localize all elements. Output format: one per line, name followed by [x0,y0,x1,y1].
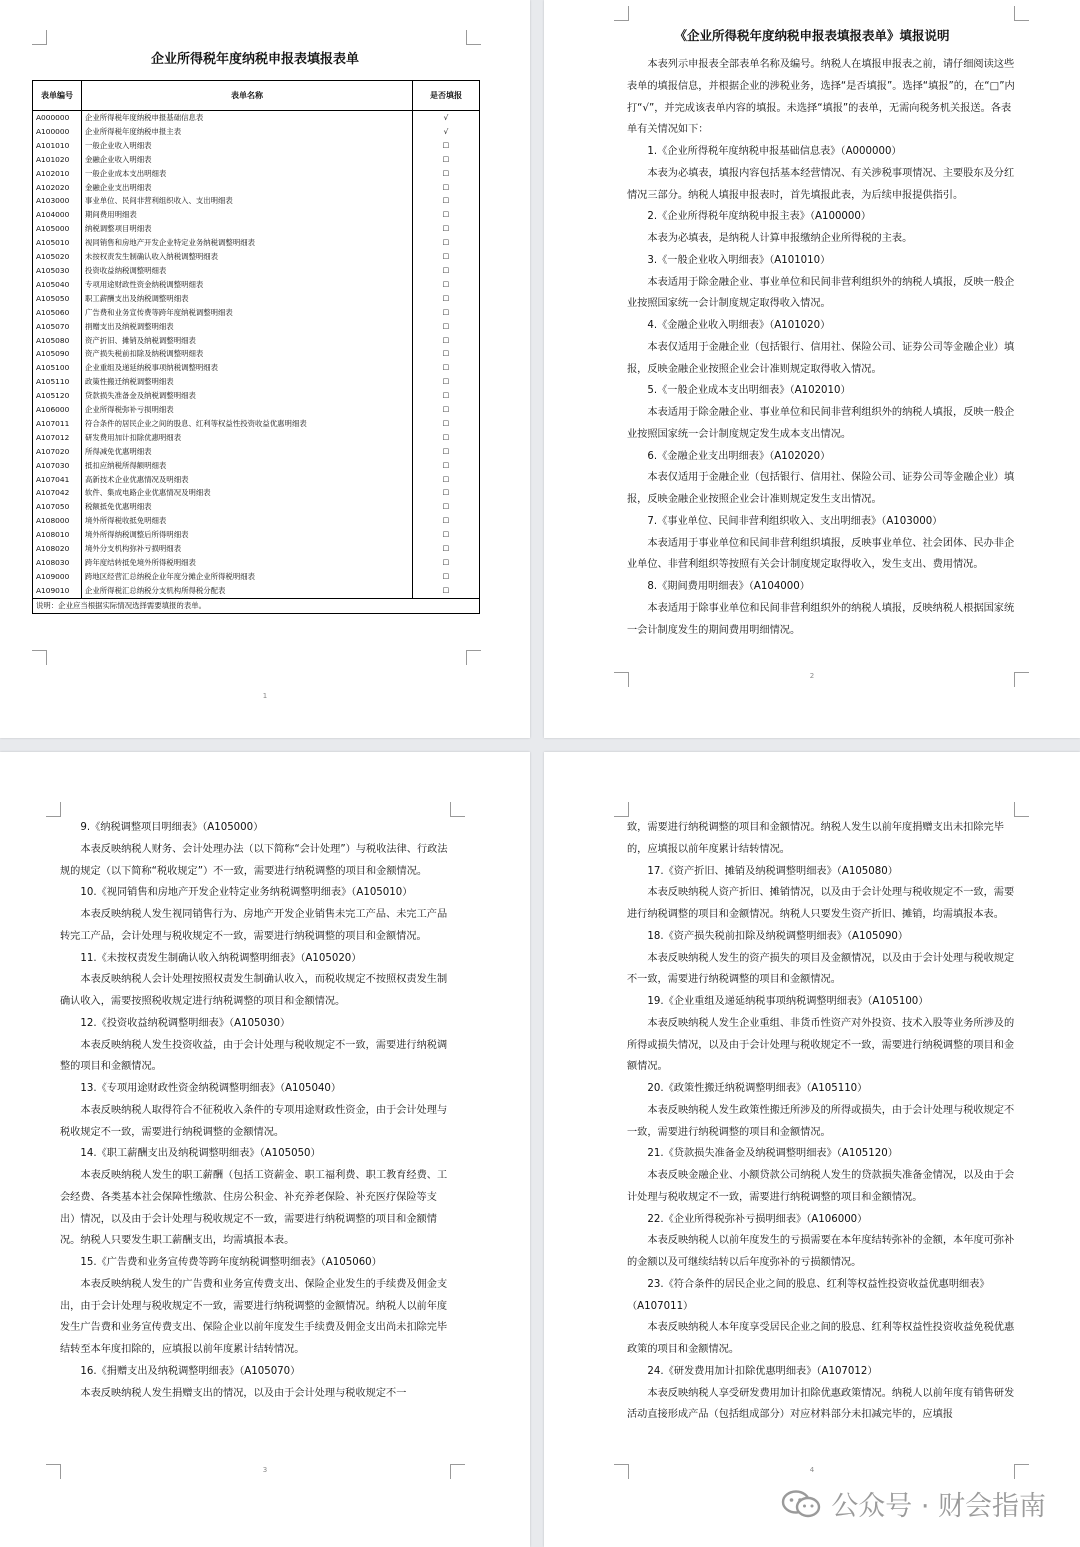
fill-checkbox[interactable]: ☐ [413,473,480,487]
section-heading: 23.《符合条件的居民企业之间的股息、红利等权益性投资收益优惠明细表》 [647,1278,990,1290]
document-page-2 [544,0,1080,738]
form-name: 所得减免优惠明细表 [82,445,413,459]
fill-checkbox[interactable]: ☐ [413,250,480,264]
section-heading: 18.《资产损失税前扣除及纳税调整明细表》（A105090） [647,930,909,942]
fill-checkbox[interactable]: ☐ [413,542,480,556]
form-code: A108010 [33,528,82,542]
table-row [33,208,480,222]
section-heading: 4.《金融企业收入明细表》（A101020） [647,320,831,331]
paragraph: 本表仅适用于金融企业（包括银行、信用社、保险公司、证券公司等金融企业）填报，反映金融企业按照企业会计准则规定发生支出情况。 [627,472,1015,505]
paragraph: 本表适用于除事业单位和民间非营利组织外的纳税人填报，反映纳税人根据国家统一会计制度发生的期间费用明细情况。 [627,602,1015,636]
page-number: 4 [809,1466,815,1474]
paragraph: 本表反映纳税人发生政策性搬迁所涉及的所得或损失，由于会计处理与税收规定不一致，需要进行纳税调整的项目和金额情况。 [627,1104,1015,1138]
fill-checkbox[interactable]: ☐ [413,445,480,459]
form-name: 期间费用明细表 [82,208,413,222]
table-row [33,292,480,306]
form-name: 境外所得纳税调整后所得明细表 [82,528,413,542]
crop-mark [32,650,47,665]
paragraph: 本表反映纳税人发生的资产损失的项目及金额情况，以及由于会计处理与税收规定不一致，需要进行纳税调整的项目和金额情况。 [627,952,1015,986]
paragraph: 本表适用于事业单位和民间非营利组织填报，反映事业单位、社会团体、民办非企业单位、非营利组织等按照有关会计制度规定取得收入，发生支出、费用情况。 [627,537,1015,571]
form-code: A107042 [33,486,82,500]
table-row [33,194,480,208]
paragraph: 本表反映纳税人发生视同销售行为、房地产开发企业销售未完工产品、未完工产品转完工产品，会计处理与税收规定不一致，需要进行纳税调整的项目和金额情况。 [60,909,448,942]
form-name: 企业所得税弥补亏损明细表 [82,403,413,417]
section-heading: 2.《企业所得税年度纳税申报主表》（A100000） [647,211,872,223]
section-heading: 17.《资产折旧、摊销及纳税调整明细表》（A105080） [647,865,898,877]
form-code: A107030 [33,459,82,473]
column-header-code: 表单编号 [33,81,82,111]
table-row [33,486,480,500]
paragraph: 本表反映纳税人发生企业重组、非货币性资产对外投资、技术入股等业务所涉及的所得或损失情况，以及由于会计处理与税收规定不一致，需要进行纳税调整的项目和金额情况。 [627,1017,1015,1073]
fill-checkbox[interactable]: ☐ [413,417,480,431]
form-code: A100000 [33,125,82,139]
paragraph: 本表为必填表，是纳税人计算申报缴纳企业所得税的主表。 [647,233,913,244]
fill-checkbox[interactable]: ☐ [413,292,480,306]
form-name: 一般企业收入明细表 [82,139,413,153]
form-code: A105030 [33,264,82,278]
form-code: A103000 [33,194,82,208]
fill-checkbox[interactable]: ☐ [413,375,480,389]
instructions-body [627,54,1015,641]
form-code: A107012 [33,431,82,445]
form-code: A107011 [33,417,82,431]
fill-checkbox[interactable]: ☐ [413,528,480,542]
fill-checkbox[interactable]: ☐ [413,167,480,181]
form-code: A105080 [33,334,82,348]
table-row [33,500,480,514]
table-row [33,250,480,264]
section-heading: 20.《政策性搬迁纳税调整明细表》（A105110） [647,1083,868,1094]
form-code: A109010 [33,584,82,598]
form-name: 软件、集成电路企业优惠情况及明细表 [82,486,413,500]
table-row [33,320,480,334]
form-code: A105010 [33,236,82,250]
paragraph: 本表列示申报表全部表单名称及编号。纳税人在填报申报表之前，请仔细阅读这些表单的填报信息，并根据企业的涉税业务，选择“是否填报”。选择“填报”的，在“□”内打“√”，并完成该表单内容的填报。未选择“填报”的表单，无需向税务机关报送。各表单有关情况如下： [627,59,1015,136]
column-header-name: 表单名称 [82,81,413,111]
table-row [33,306,480,320]
paragraph: 本表反映纳税人财务、会计处理办法（以下简称“会计处理”）与税收法律、行政法规的规定（以下简称“税收规定”）不一致，需要进行纳税调整的项目和金额情况。 [60,843,448,877]
form-name: 贷款损失准备金及纳税调整明细表 [82,389,413,403]
form-code: A101020 [33,153,82,167]
section-heading: 11.《未按权责发生制确认收入纳税调整明细表》（A105020） [80,952,362,964]
paragraph: 本表适用于除金融企业、事业单位和民间非营利组织外的纳税人填报，反映一般企业按照国家统一会计制度规定发生成本支出情况。 [627,407,1015,440]
section-heading: 10.《视同销售和房地产开发企业特定业务纳税调整明细表》（A105010） [80,887,413,899]
table-row [33,181,480,195]
paragraph: 本表为必填表，填报内容包括基本经营情况、有关涉税事项情况、主要股东及分红情况三部分。纳税人填报申报表时，首先填报此表，为后续申报提供指引。 [627,167,1015,201]
document-page-1 [0,0,530,738]
paragraph: 本表仅适用于金融企业（包括银行、信用社、保险公司、证券公司等金融企业）填报，反映金融企业按照企业会计准则规定取得收入情况。 [627,341,1015,375]
table-row [33,389,480,403]
form-name: 捐赠支出及纳税调整明细表 [82,320,413,334]
crop-mark [1014,802,1029,817]
fill-checkbox[interactable]: ☐ [413,486,480,500]
fill-checkbox[interactable]: ☐ [413,514,480,528]
form-name: 符合条件的居民企业之间的股息、红利等权益性投资收益优惠明细表 [82,417,413,431]
section-heading: 6.《金融企业支出明细表》（A102020） [647,450,831,462]
paragraph: 本表反映纳税人享受研发费用加计扣除优惠政策情况。纳税人以前年度有销售研发活动直接形成产品（包括组成部分）对应材料部分未扣减完毕的，应填报 [627,1387,1015,1421]
fill-checkbox[interactable]: ☐ [413,584,480,598]
form-name: 税额抵免优惠明细表 [82,500,413,514]
fill-checkbox[interactable]: ☐ [413,556,480,570]
section-heading: 19.《企业重组及递延纳税事项纳税调整明细表》（A105100） [647,996,929,1007]
form-title: 企业所得税年度纳税申报表填报表单 [150,52,359,67]
table-row [33,236,480,250]
table-row [33,167,480,181]
paragraph: 本表反映纳税人发生投资收益，由于会计处理与税收规定不一致，需要进行纳税调整的项目和金额情况。 [60,1039,448,1073]
form-code: A105000 [33,222,82,236]
crop-mark [466,650,481,665]
table-row [33,403,480,417]
form-code: A107050 [33,500,82,514]
page-number: 1 [262,692,268,700]
table-row [33,445,480,459]
section-heading: 5.《一般企业成本支出明细表》（A102010） [647,385,851,397]
table-row [33,153,480,167]
fill-checkbox[interactable]: ☐ [413,264,480,278]
form-name: 境外分支机构弥补亏损明细表 [82,542,413,556]
paragraph: （A107011） [627,1300,694,1312]
table-row [33,264,480,278]
crop-mark [32,30,47,45]
table-row [33,139,480,153]
table-row [33,347,480,361]
fill-checkbox[interactable]: ☐ [413,459,480,473]
form-name: 广告费和业务宣传费等跨年度纳税调整明细表 [82,306,413,320]
fill-checkbox[interactable]: ☐ [413,570,480,584]
table-row [33,222,480,236]
form-code: A105090 [33,347,82,361]
form-name: 资产损失税前扣除及纳税调整明细表 [82,347,413,361]
instructions-body [60,817,448,1404]
table-footnote-row [33,598,480,613]
table-row [33,431,480,445]
fill-checkbox[interactable]: √ [413,125,480,139]
form-name: 研发费用加计扣除优惠明细表 [82,431,413,445]
section-heading: 22.《企业所得税弥补亏损明细表》（A106000） [647,1213,868,1225]
fill-checkbox[interactable]: ☐ [413,278,480,292]
paragraph: 本表反映纳税人资产折旧、摊销情况，以及由于会计处理与税收规定不一致，需要进行纳税调整的项目和金额情况。纳税人只要发生资产折旧、摊销，均需填报本表。 [627,887,1015,920]
paragraph: 本表反映纳税人发生捐赠支出的情况，以及由于会计处理与税收规定不一 [80,1387,407,1399]
form-name: 企业所得税汇总纳税分支机构所得税分配表 [82,584,413,598]
form-code: A105050 [33,292,82,306]
section-heading: 9.《纳税调整项目明细表》（A105000） [80,822,264,833]
fill-checkbox[interactable]: ☐ [413,320,480,334]
instructions-body [627,817,1015,1426]
form-name: 企业所得税年度纳税申报主表 [82,125,413,139]
fill-checkbox[interactable]: ☐ [413,403,480,417]
column-header-check: 是否填报 [413,81,480,111]
table-row [33,125,480,139]
table-row [33,528,480,542]
crop-mark [614,6,629,21]
wechat-icon [781,1489,821,1519]
fill-checkbox[interactable]: ☐ [413,306,480,320]
table-row [33,417,480,431]
table-row [33,278,480,292]
table-row [33,514,480,528]
form-code: A109000 [33,570,82,584]
form-code: A106000 [33,403,82,417]
fill-checkbox[interactable]: ☐ [413,208,480,222]
paragraph: 本表反映纳税人发生的职工薪酬（包括工资薪金、职工福利费、职工教育经费、工会经费、各类基本社会保障性缴款、住房公积金、补充养老保险、补充医疗保险等支出）情况，以及由于会计处理与税收规定不一致，需要进行纳税调整的项目和金额情况。纳税人只要发生职工薪酬支出，均需填报本表。 [60,1170,448,1247]
form-name: 金融企业支出明细表 [82,181,413,195]
fill-checkbox[interactable]: ☐ [413,389,480,403]
crop-mark [450,802,465,817]
section-heading: 21.《贷款损失准备金及纳税调整明细表》（A105120） [647,1148,898,1160]
table-row [33,556,480,570]
paragraph: 本表反映金融企业、小额贷款公司纳税人发生的贷款损失准备金情况，以及由于会计处理与税收规定不一致，需要进行纳税调整的项目和金额情况。 [627,1170,1015,1203]
form-name: 一般企业成本支出明细表 [82,167,413,181]
fill-checkbox[interactable]: ☐ [413,361,480,375]
fill-checkbox[interactable]: ☐ [413,347,480,361]
table-footnote: 说明：企业应当根据实际情况选择需要填报的表单。 [33,598,480,613]
section-heading: 14.《职工薪酬支出及纳税调整明细表》（A105050） [80,1148,321,1160]
table-header-row [33,81,480,111]
fill-checkbox[interactable]: ☐ [413,431,480,445]
table-row [33,459,480,473]
document-page-4 [544,752,1080,1547]
form-name: 纳税调整项目明细表 [82,222,413,236]
table-row [33,570,480,584]
paragraph: 本表反映纳税人取得符合不征税收入条件的专项用途财政性资金，由于会计处理与税收规定不一致，需要进行纳税调整的金额情况。 [60,1104,448,1138]
table-row [33,584,480,598]
watermark [781,1484,1046,1523]
section-heading: 16.《捐赠支出及纳税调整明细表》（A105070） [80,1365,301,1377]
form-name: 投资收益纳税调整明细表 [82,264,413,278]
form-code: A108030 [33,556,82,570]
form-name: 企业所得税年度纳税申报基础信息表 [82,111,413,125]
table-row [33,361,480,375]
form-name: 视同销售和房地产开发企业特定业务纳税调整明细表 [82,236,413,250]
crop-mark [614,802,629,817]
form-name: 金融企业收入明细表 [82,153,413,167]
table-row [33,334,480,348]
form-name: 抵扣应纳税所得额明细表 [82,459,413,473]
fill-checkbox[interactable]: ☐ [413,181,480,195]
fill-checkbox[interactable]: √ [413,111,480,125]
section-heading: 24.《研发费用加计扣除优惠明细表》（A107012） [647,1365,878,1377]
form-code: A105100 [33,361,82,375]
section-heading: 13.《专项用途财政性资金纳税调整明细表》（A105040） [80,1083,342,1094]
form-name: 跨年度结转抵免境外所得税明细表 [82,556,413,570]
form-name: 跨地区经营汇总纳税企业年度分摊企业所得税明细表 [82,570,413,584]
form-name: 高新技术企业优惠情况及明细表 [82,473,413,487]
crop-mark [1014,6,1029,21]
form-name: 专项用途财政性资金纳税调整明细表 [82,278,413,292]
form-name: 企业重组及递延纳税事项纳税调整明细表 [82,361,413,375]
paragraph: 致，需要进行纳税调整的项目和金额情况。纳税人发生以前年度捐赠支出未扣除完毕的，应填报以前年度累计结转情况。 [627,822,1004,855]
section-heading: 8.《期间费用明细表》（A104000） [647,581,810,592]
table-row [33,542,480,556]
section-heading: 1.《企业所得税年度纳税申报基础信息表》（A000000） [647,146,902,157]
watermark-text: 公众号 · 财会指南 [831,1491,1046,1522]
table-row [33,111,480,125]
form-code: A105060 [33,306,82,320]
form-code: A105070 [33,320,82,334]
paragraph: 本表适用于除金融企业、事业单位和民间非营利组织外的纳税人填报，反映一般企业按照国家统一会计制度规定取得收入情况。 [627,276,1015,310]
form-code: A107041 [33,473,82,487]
form-name: 未按权责发生制确认收入纳税调整明细表 [82,250,413,264]
page-number: 2 [809,672,815,680]
form-code: A105040 [33,278,82,292]
fill-checkbox[interactable]: ☐ [413,500,480,514]
form-name: 事业单位、民间非营利组织收入、支出明细表 [82,194,413,208]
form-name: 境外所得税收抵免明细表 [82,514,413,528]
fill-checkbox[interactable]: ☐ [413,194,480,208]
table-row [33,375,480,389]
form-code: A105120 [33,389,82,403]
form-code: A101010 [33,139,82,153]
fill-checkbox[interactable]: ☐ [413,139,480,153]
form-code: A107020 [33,445,82,459]
form-name: 政策性搬迁纳税调整明细表 [82,375,413,389]
form-list-table [32,80,480,614]
instructions-title: 《企业所得税年度纳税申报表填报表单》填报说明 [674,28,950,43]
fill-checkbox[interactable]: ☐ [413,222,480,236]
crop-mark [466,30,481,45]
form-code: A108000 [33,514,82,528]
table-row [33,473,480,487]
paragraph: 本表反映纳税人发生的广告费和业务宣传费支出、保险企业发生的手续费及佣金支出，由于会计处理与税收规定不一致，需要进行纳税调整的金额情况。纳税人以前年度发生广告费和业务宣传费支出、保险企业以前年度发生手续费及佣金支出尚未扣除完毕结转至本年度扣除的，应填报以前年度累计结转情况。 [60,1278,448,1355]
form-code: A102010 [33,167,82,181]
section-heading: 7.《事业单位、民间非营利组织收入、支出明细表》（A103000） [647,515,943,527]
crop-mark [46,802,61,817]
document-page-3 [0,752,530,1547]
fill-checkbox[interactable]: ☐ [413,153,480,167]
form-code: A105110 [33,375,82,389]
fill-checkbox[interactable]: ☐ [413,236,480,250]
form-code: A105020 [33,250,82,264]
fill-checkbox[interactable]: ☐ [413,334,480,348]
section-heading: 3.《一般企业收入明细表》（A101010） [647,254,831,266]
form-code: A104000 [33,208,82,222]
form-name: 资产折旧、摊销及纳税调整明细表 [82,334,413,348]
page-number: 3 [262,1466,268,1474]
section-heading: 12.《投资收益纳税调整明细表》（A105030） [80,1017,291,1029]
paragraph: 本表反映纳税人以前年度发生的亏损需要在本年度结转弥补的金额，本年度可弥补的金额以及可继续结转以后年度弥补的亏损额情况。 [627,1235,1015,1268]
form-code: A102020 [33,181,82,195]
form-name: 职工薪酬支出及纳税调整明细表 [82,292,413,306]
form-code: A000000 [33,111,82,125]
paragraph: 本表反映纳税人本年度享受居民企业之间的股息、红利等权益性投资收益免税优惠政策的项目和金额情况。 [627,1322,1015,1355]
section-heading: 15.《广告费和业务宣传费等跨年度纳税调整明细表》（A105060） [80,1257,382,1268]
paragraph: 本表反映纳税人会计处理按照权责发生制确认收入，而税收规定不按照权责发生制确认收入，需要按照税收规定进行纳税调整的项目和金额情况。 [60,974,448,1007]
form-code: A108020 [33,542,82,556]
